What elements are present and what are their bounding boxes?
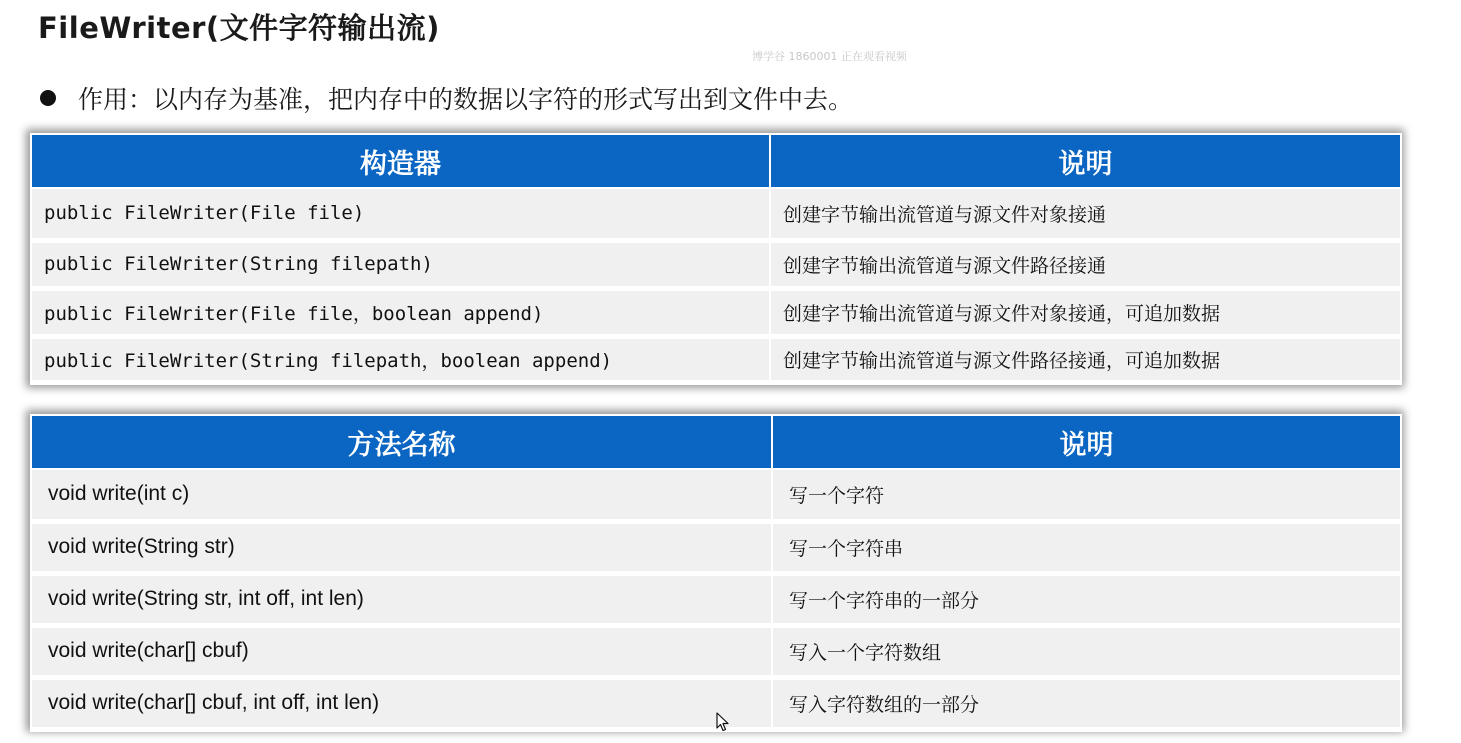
table-row: [31, 625, 1401, 677]
constructors-table-container: [30, 133, 1400, 384]
bullet-text: 作用：以内存为基准，把内存中的数据以字符的形式写出到文件中去。: [78, 85, 854, 114]
bullet-dot-icon: [40, 90, 56, 106]
watermark-text: 博学谷 1860001 正在观看视频: [752, 50, 907, 63]
bullet-point: [40, 80, 853, 116]
constructor-description: 创建字节输出流管道与源文件对象接通: [770, 188, 1401, 240]
methods-table: [30, 414, 1402, 732]
method-signature: void write(int c): [31, 469, 772, 521]
table-row: [31, 288, 1401, 336]
method-signature: void write(char[] cbuf): [31, 625, 772, 677]
table-row: [31, 188, 1401, 240]
table-row: [31, 521, 1401, 573]
constructor-signature: public FileWriter(String filepath): [31, 240, 770, 288]
constructor-description: 创建字节输出流管道与源文件路径接通: [770, 240, 1401, 288]
constructor-description: 创建字节输出流管道与源文件对象接通，可追加数据: [770, 288, 1401, 336]
method-description: 写一个字符串: [772, 521, 1401, 573]
table-row: [31, 336, 1401, 382]
constructors-table: [30, 133, 1402, 385]
column-header-description: 说明: [772, 415, 1401, 469]
constructor-signature: public FileWriter(File file): [31, 188, 770, 240]
methods-table-container: [30, 414, 1400, 728]
constructor-description: 创建字节输出流管道与源文件路径接通，可追加数据: [770, 336, 1401, 382]
table-header-row: [31, 134, 1401, 188]
table-row: [31, 573, 1401, 625]
table-row: [31, 469, 1401, 521]
method-description: 写一个字符: [772, 469, 1401, 521]
column-header-description: 说明: [770, 134, 1401, 188]
method-description: 写一个字符串的一部分: [772, 573, 1401, 625]
constructor-signature: public FileWriter(String filepath，boolean append): [31, 336, 770, 382]
page-title: FileWriter(文件字符输出流): [38, 11, 440, 45]
method-description: 写入字符数组的一部分: [772, 677, 1401, 729]
method-signature: void write(char[] cbuf, int off, int len): [31, 677, 772, 729]
method-signature: void write(String str): [31, 521, 772, 573]
method-description: 写入一个字符数组: [772, 625, 1401, 677]
constructor-signature: public FileWriter(File file，boolean append): [31, 288, 770, 336]
mouse-pointer-icon: [716, 712, 730, 732]
table-row: [31, 240, 1401, 288]
method-signature: void write(String str, int off, int len): [31, 573, 772, 625]
column-header-method-name: 方法名称: [31, 415, 772, 469]
table-header-row: [31, 415, 1401, 469]
column-header-constructor: 构造器: [31, 134, 770, 188]
